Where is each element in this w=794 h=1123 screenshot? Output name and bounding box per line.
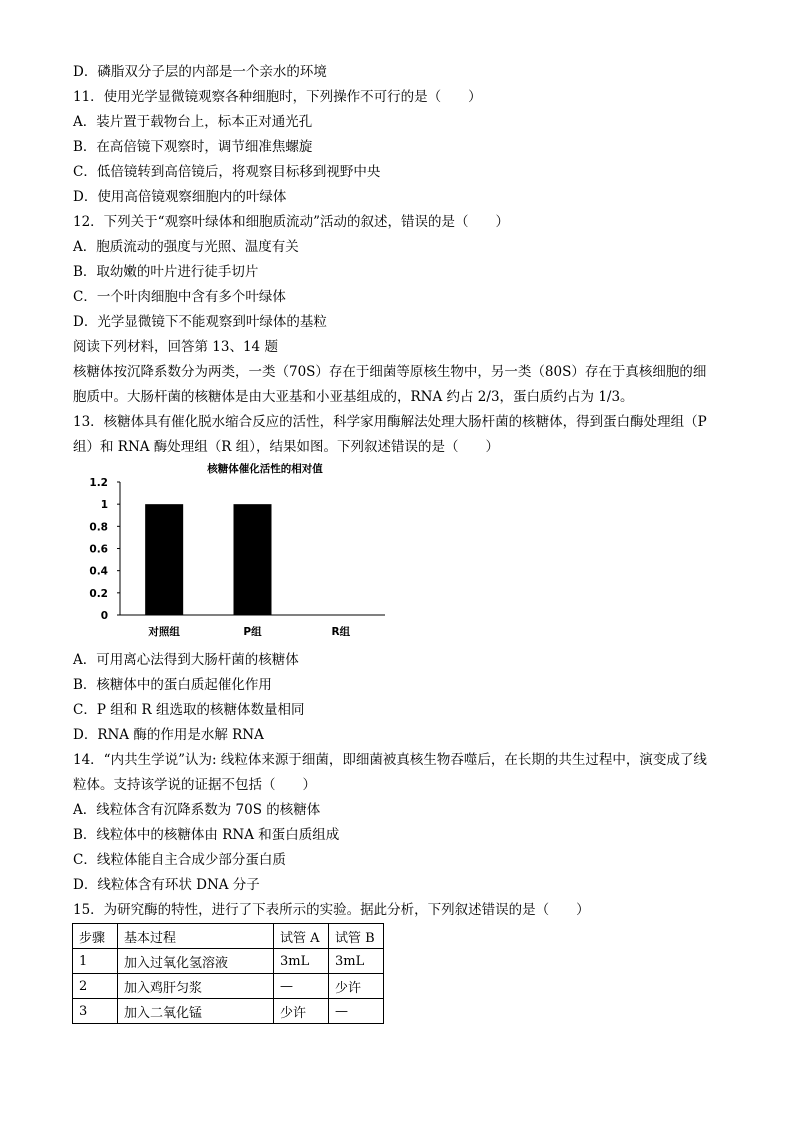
- table-cell: 1: [73, 949, 118, 974]
- bar: [234, 504, 272, 615]
- table-header-row: [73, 924, 384, 949]
- text-line: D．RNA 酶的作用是水解 RNA: [73, 727, 264, 743]
- text-line: 核糖体按沉降系数分为两类，一类（70S）存在于细菌等原核生物中，另一类（80S）存在于真核细胞的细: [73, 364, 707, 380]
- table-cell: 2: [73, 974, 118, 999]
- text-line: B．取幼嫩的叶片进行徒手切片: [73, 264, 259, 280]
- bar: [145, 504, 183, 615]
- y-tick-label: 0.6: [89, 543, 108, 556]
- text-line: 11．使用光学显微镜观察各种细胞时，下列操作不可行的是（ ）: [73, 89, 482, 105]
- chart-plot-area: [89, 477, 385, 638]
- y-tick-label: 0: [100, 610, 108, 622]
- table-row: [73, 949, 384, 974]
- y-tick-label: 0.4: [89, 565, 108, 578]
- table-cell: 少许: [274, 999, 329, 1024]
- text-line: C．一个叶肉细胞中含有多个叶绿体: [73, 289, 286, 305]
- text-line: D．使用高倍镜观察细胞内的叶绿体: [73, 189, 287, 205]
- table-cell: 3: [73, 999, 118, 1024]
- table-header-cell: 试管 B: [329, 924, 384, 949]
- text-line: 胞质中。大肠杆菌的核糖体是由大亚基和小亚基组成的，RNA 约占 2/3，蛋白质约占为 1/3。: [73, 389, 634, 405]
- table-cell: —: [274, 974, 329, 999]
- x-tick-label: P组: [243, 626, 262, 638]
- text-line: A．可用离心法得到大肠杆菌的核糖体: [73, 652, 299, 668]
- text-line: 粒体。支持该学说的证据不包括（ ）: [73, 777, 316, 793]
- ribosome-activity-bar-chart: [80, 460, 400, 642]
- text-line: 阅读下列材料，回答第 13、14 题: [73, 339, 278, 355]
- y-tick-label: 0.8: [89, 521, 108, 534]
- table-cell: 3mL: [329, 949, 384, 974]
- table-row: [73, 974, 384, 999]
- text-line: 15．为研究酶的特性，进行了下表所示的实验。据此分析，下列叙述错误的是（ ）: [73, 902, 590, 918]
- text-line: C．低倍镜转到高倍镜后，将观察目标移到视野中央: [73, 164, 381, 180]
- text-line: A．胞质流动的强度与光照、温度有关: [73, 239, 299, 255]
- y-tick-label: 1: [100, 499, 108, 512]
- x-tick-label: 对照组: [148, 626, 180, 638]
- text-line: A．线粒体含有沉降系数为 70S 的核糖体: [73, 802, 321, 818]
- x-tick-label: R组: [331, 626, 351, 638]
- table-cell: 加入过氧化氢溶液: [118, 949, 274, 974]
- table-cell: —: [329, 999, 384, 1024]
- table-header-cell: 试管 A: [274, 924, 329, 949]
- text-line: 14．“内共生学说”认为: 线粒体来源于细菌，即细菌被真核生物吞噬后，在长期的共生过程中，演变成了线: [73, 752, 707, 768]
- text-line: 12．下列关于“观察叶绿体和细胞质流动”活动的叙述，错误的是（ ）: [73, 214, 509, 230]
- text-line: B．在高倍镜下观察时，调节细准焦螺旋: [73, 139, 313, 155]
- table-row: [73, 999, 384, 1024]
- y-tick-label: 0.2: [89, 587, 108, 600]
- table-cell: 少许: [329, 974, 384, 999]
- text-line: 组）和 RNA 酶处理组（R 组），结果如图。下列叙述错误的是（ ）: [73, 439, 500, 455]
- experiment-table: [72, 923, 384, 1024]
- table-header-cell: 步骤: [73, 924, 118, 949]
- table-cell: 加入鸡肝匀浆: [118, 974, 274, 999]
- text-line: D．线粒体含有环状 DNA 分子: [73, 877, 260, 893]
- text-line: 13．核糖体具有催化脱水缩合反应的活性，科学家用酶解法处理大肠杆菌的核糖体，得到蛋白酶处理组（P: [73, 414, 707, 430]
- text-line: A．装片置于载物台上，标本正对通光孔: [73, 114, 313, 130]
- table-header-cell: 基本过程: [118, 924, 274, 949]
- text-line: C．线粒体能自主合成少部分蛋白质: [73, 852, 286, 868]
- chart-title: 核糖体催化活性的相对值: [207, 463, 323, 475]
- table-cell: 加入二氧化锰: [118, 999, 274, 1024]
- text-line: D．磷脂双分子层的内部是一个亲水的环境: [73, 64, 327, 80]
- table-cell: 3mL: [274, 949, 329, 974]
- y-tick-label: 1.2: [89, 477, 108, 489]
- text-line: B．核糖体中的蛋白质起催化作用: [73, 677, 272, 693]
- text-line: D．光学显微镜下不能观察到叶绿体的基粒: [73, 314, 327, 330]
- text-line: B．线粒体中的核糖体由 RNA 和蛋白质组成: [73, 827, 340, 843]
- text-line: C．P 组和 R 组选取的核糖体数量相同: [73, 702, 305, 718]
